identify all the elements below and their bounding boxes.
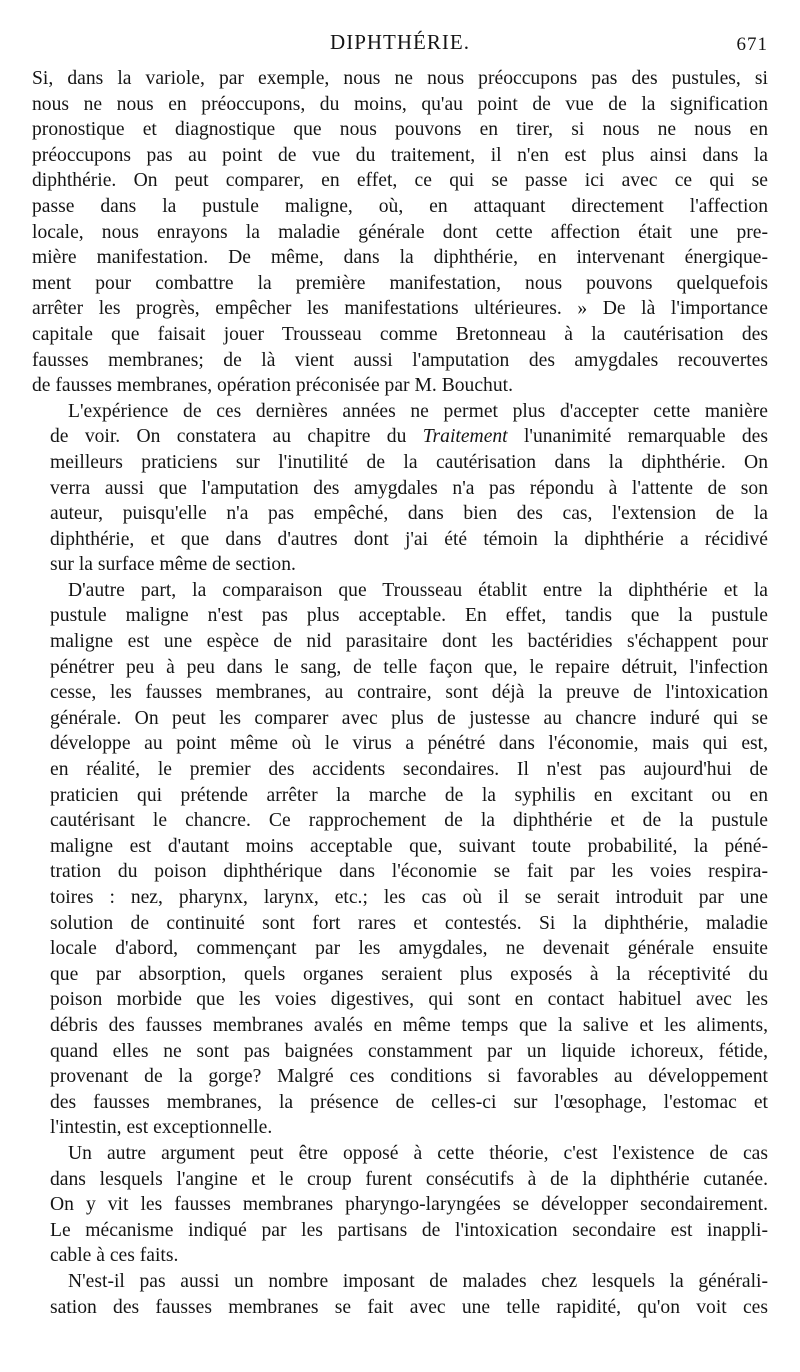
text-line: N'est-il pas aussi un nombre imposant de malades chez lesquels la générali-	[68, 1270, 768, 1292]
text-line: maligne est une espèce de nid parasitaire dont les bactéridies s'échappent pour	[50, 631, 768, 653]
text-line: toires : nez, pharynx, larynx, etc.; les cas où il se serait introduit par une	[50, 887, 768, 908]
text-line: Un autre argument peut être opposé à cette théorie, c'est l'existence de cas	[68, 1142, 768, 1164]
text-line: meilleurs praticiens sur l'inutilité de la cautérisation dans la diphthérie. On	[50, 451, 768, 473]
text-line: préoccupons pas au point de vue du traitement, il n'en est plus ainsi dans la	[32, 144, 768, 166]
paragraph	[32, 578, 768, 1141]
text-line: solution de continuité sont fort rares et contestés. Si la diphthérie, maladie	[50, 912, 768, 934]
text-line: locale, nous enrayons la maladie générale dont cette affection était une pre-	[32, 221, 768, 243]
text-line: cautérisant le chancre. Ce rapprochement de la diphthérie et de la pustule	[50, 810, 768, 832]
paragraph	[32, 1141, 768, 1269]
text-line: fausses membranes; de là vient aussi l'amputation des amygdales recouvertes	[32, 349, 768, 371]
text-line: quand elles ne sont pas baignées constamment par un liquide ichoreux, fétide,	[50, 1040, 768, 1062]
paragraph	[32, 399, 768, 578]
text-line: On y vit les fausses membranes pharyngo-laryngées se développer secondairement.	[50, 1194, 768, 1216]
text-line: capitale que faisait jouer Trousseau comme Bretonneau à la cautérisation des	[32, 323, 768, 345]
italic-term: Traitement	[422, 426, 508, 448]
text-line: passe dans la pustule maligne, où, en attaquant directement l'affection	[32, 195, 768, 217]
running-title: DIPHTHÉRIE.	[330, 30, 470, 54]
book-page	[32, 8, 768, 1318]
text-line: mière manifestation. De même, dans la diphthérie, en intervenant énergique-	[32, 247, 768, 269]
text-line: verra aussi que l'amputation des amygdales n'a pas répondu à l'attente de son	[50, 477, 768, 499]
text-line: cesse, les fausses membranes, au contraire, sont déjà la preuve de l'intoxication	[50, 682, 768, 704]
text-line: pustule maligne n'est pas plus acceptable. En effet, tandis que la pustule	[50, 605, 768, 627]
text-line: diphthérie. On peut comparer, en effet, ce qui se passe ici avec ce qui se	[32, 170, 768, 192]
text-line: développe au point même où le virus a pénétré dans l'économie, mais qui est,	[50, 733, 768, 755]
text-line: cable à ces faits.	[50, 1245, 179, 1267]
text-line: provenant de la gorge? Malgré ces conditions si favorables au développement	[50, 1066, 768, 1088]
text-line: pénétrer peu à peu dans le sang, de telle façon que, le repaire détruit, l'infection	[50, 656, 768, 678]
text-line: ment pour combattre la première manifestation, nous pouvons quelquefois	[32, 272, 768, 294]
text-line: poison morbide que les voies digestives, qui sont en contact habituel avec les	[50, 989, 768, 1011]
page-number: 671	[736, 34, 768, 55]
text-line: auteur, puisqu'elle n'a pas empêché, dans bien des cas, l'extension de la	[50, 503, 768, 525]
text-line: en réalité, le premier des accidents secondaires. Il n'est pas aujourd'hui de	[50, 759, 768, 781]
text-line: l'intestin, est exceptionnelle.	[50, 1117, 273, 1139]
text-line: Le mécanisme indiqué par les partisans de l'intoxication secondaire est inappli-	[50, 1219, 768, 1241]
text-line: L'expérience de ces dernières années ne permet plus d'accepter cette manière	[68, 400, 768, 422]
text-line: des fausses membranes, la présence de celles-ci sur l'œsophage, l'estomac et	[50, 1091, 768, 1113]
text-line: locale d'abord, commençant par les amygdales, ne devenait générale ensuite	[50, 938, 768, 960]
running-head	[32, 8, 768, 55]
text-line: dans lesquels l'angine et le croup furent consécutifs à de la diphthérie cutanée.	[50, 1168, 768, 1190]
text-line: nous ne nous en préoccupons, du moins, qu'au point de vue de la signification	[32, 93, 768, 115]
text-line: de voir. On constatera au chapitre du Traitement l'unanimité remarquable des	[50, 426, 768, 448]
body-text	[32, 66, 768, 1320]
paragraph	[32, 66, 768, 399]
text-line: débris des fausses membranes avalés en même temps que la salive et les aliments,	[50, 1014, 768, 1036]
text-line: praticien qui prétende arrêter la marche de la syphilis en excitant ou en	[50, 784, 768, 806]
text-line: générale. On peut les comparer avec plus de justesse au chancre induré qui se	[50, 707, 768, 729]
text-line: diphthérie, et que dans d'autres dont j'ai été témoin la diphthérie a récidivé	[50, 528, 768, 550]
text-line: de fausses membranes, opération préconisée par M. Bouchut.	[32, 375, 513, 397]
text-line: maligne est d'autant moins acceptable que, suivant toute probabilité, la péné-	[50, 835, 768, 857]
text-line: tration du poison diphthérique dans l'économie se fait par les voies respira-	[50, 861, 768, 883]
text-line: Si, dans la variole, par exemple, nous ne nous préoccupons pas des pustules, si	[32, 68, 768, 89]
text-line: sur la surface même de section.	[50, 554, 296, 576]
paragraph	[32, 1269, 768, 1320]
text-line: pronostique et diagnostique que nous pouvons en tirer, si nous ne nous en	[32, 119, 768, 141]
text-line: que par absorption, quels organes seraient plus exposés à la réceptivité du	[50, 963, 768, 985]
text-line: D'autre part, la comparaison que Trousseau établit entre la diphthérie et la	[68, 579, 768, 601]
text-line: sation des fausses membranes se fait avec une telle rapidité, qu'on voit ces	[50, 1296, 768, 1318]
text-line: arrêter les progrès, empêcher les manifestations ultérieures. » De là l'importance	[32, 298, 768, 320]
